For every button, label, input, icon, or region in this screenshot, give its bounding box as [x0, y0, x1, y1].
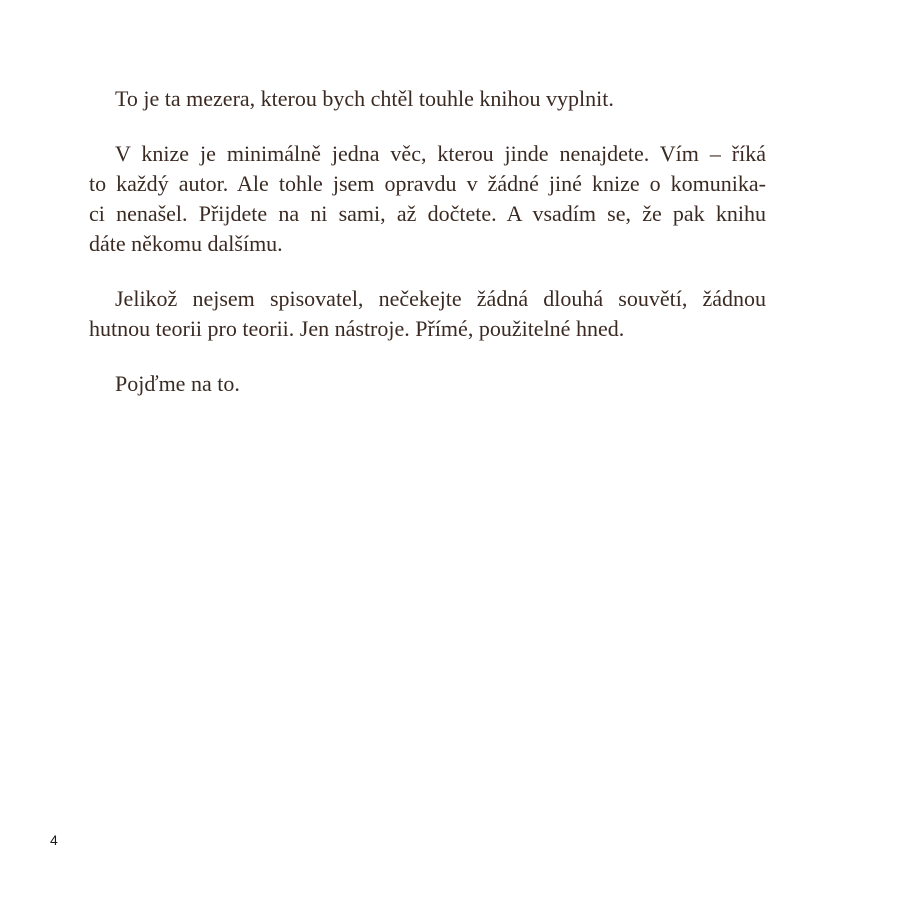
text-line: ci nenašel. Přijdete na ni sami, až dočtete. A vsadím se, že pak knihu — [89, 201, 766, 226]
text-line: hutnou teorii pro teorii. Jen nástroje. Přímé, použitelné hned. — [89, 316, 625, 341]
text-line: To je ta mezera, kterou bych chtěl touhle knihou vyplnit. — [115, 86, 614, 111]
paragraph-4 — [89, 369, 766, 399]
paragraph-3 — [89, 284, 766, 344]
text-line: Pojďme na to. — [115, 371, 240, 396]
page-number: 4 — [50, 832, 58, 848]
text-line: V knize je minimálně jedna věc, kterou jinde nenajdete. Vím – říká — [115, 141, 766, 166]
text-line: dáte někomu dalšímu. — [89, 231, 283, 256]
text-line: to každý autor. Ale tohle jsem opravdu v žádné jiné knize o komunika- — [89, 171, 766, 196]
paragraph-1 — [89, 84, 766, 114]
body-text — [89, 84, 766, 424]
paragraph-2 — [89, 139, 766, 259]
text-line: Jelikož nejsem spisovatel, nečekejte žádná dlouhá souvětí, žádnou — [115, 286, 766, 311]
